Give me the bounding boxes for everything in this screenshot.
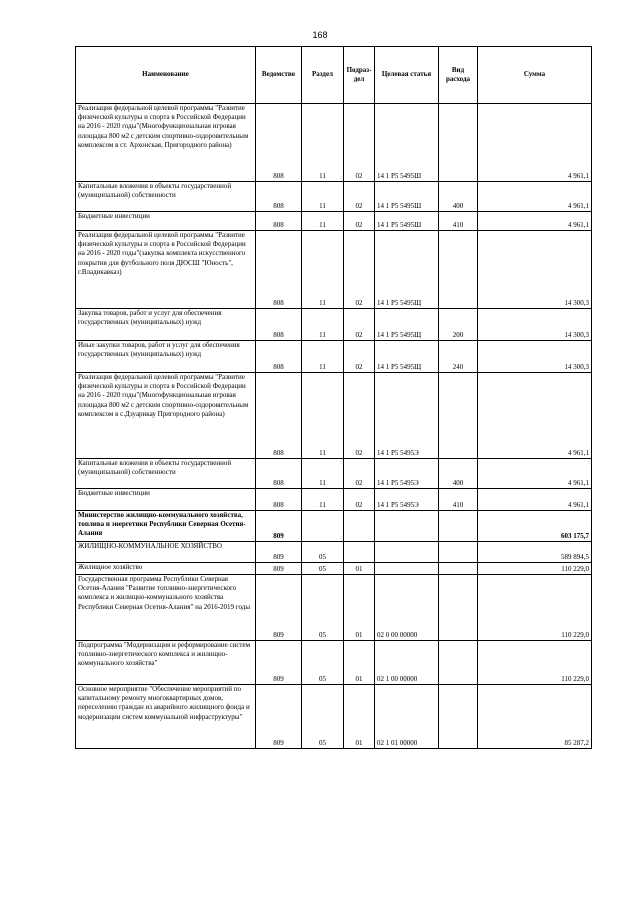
cell-name: Государственная программа Республики Северная Осетия-Алания "Развитие топливно-энергетического комплекса и жилищно-коммунального хозяйства Республики Северная Осетия-Алания" на 2016-2019 годы — [76, 575, 256, 641]
cell-target — [375, 511, 439, 542]
col-header-target: Целевая статья — [375, 47, 439, 104]
cell-amount: 85 287,2 — [478, 685, 592, 749]
table-row — [76, 341, 592, 373]
cell-amount: 4 961,1 — [478, 212, 592, 231]
cell-name: Реализация федеральной целевой программы "Развитие физической культуры и спорта в Российской Федерации на 2016 - 2020 годы"(Многофункциональная игровая площадка 800 м2 с детским спортивно-оздоровительным комплексом в с.Дзуарикау Пригородного района) — [76, 373, 256, 459]
table-row — [76, 685, 592, 749]
cell-target: 14 1 Р5 5495Ш — [375, 104, 439, 182]
cell-name: Министерство жилищно-коммунального хозяйства, топлива и энергетики Республики Северная Осетия-Алания — [76, 511, 256, 542]
cell-target: 14 1 Р5 5495Э — [375, 373, 439, 459]
cell-section: 05 — [302, 641, 344, 685]
cell-target: 14 1 Р5 5495Э — [375, 489, 439, 511]
cell-amount: 110 229,0 — [478, 575, 592, 641]
budget-table — [75, 46, 592, 749]
cell-amount: 14 300,3 — [478, 341, 592, 373]
cell-target: 14 1 Р5 5495Ш — [375, 212, 439, 231]
cell-dept: 809 — [256, 685, 302, 749]
cell-exp-type: 410 — [439, 489, 478, 511]
cell-subsection: 02 — [344, 489, 375, 511]
cell-subsection: 01 — [344, 563, 375, 575]
cell-section — [302, 511, 344, 542]
cell-target — [375, 542, 439, 563]
cell-subsection: 01 — [344, 685, 375, 749]
cell-name: Реализация федеральной целевой программы "Развитие физической культуры и спорта в Российской Федерации на 2016 - 2020 годы"(закупка комплекта искусственного покрытия для футбольного поля ДЮСШ "Юность", г.Владикавказ) — [76, 231, 256, 309]
table-row — [76, 511, 592, 542]
cell-dept: 809 — [256, 641, 302, 685]
cell-name: Подпрограмма "Модернизация и реформирование систем топливно-энергетического комплекса и жилищно-коммунального хозяйства" — [76, 641, 256, 685]
cell-subsection: 02 — [344, 212, 375, 231]
cell-exp-type — [439, 511, 478, 542]
cell-section: 11 — [302, 182, 344, 212]
cell-exp-type: 400 — [439, 182, 478, 212]
cell-target: 14 1 Р5 5495Щ — [375, 309, 439, 341]
cell-dept: 808 — [256, 341, 302, 373]
cell-name: Иные закупки товаров, работ и услуг для обеспечения государственных (муниципальных) нужд — [76, 341, 256, 373]
cell-target: 14 1 Р5 5495Ш — [375, 182, 439, 212]
col-header-amount: Сумма — [478, 47, 592, 104]
cell-target: 02 0 00 00000 — [375, 575, 439, 641]
cell-exp-type — [439, 231, 478, 309]
cell-amount: 4 961,1 — [478, 489, 592, 511]
table-row — [76, 563, 592, 575]
cell-target: 14 1 Р5 5495Щ — [375, 341, 439, 373]
table-row — [76, 212, 592, 231]
cell-target: 02 1 00 00000 — [375, 641, 439, 685]
cell-exp-type: 410 — [439, 212, 478, 231]
cell-subsection: 02 — [344, 373, 375, 459]
cell-exp-type — [439, 563, 478, 575]
cell-exp-type — [439, 104, 478, 182]
cell-exp-type: 240 — [439, 341, 478, 373]
table-body — [76, 104, 592, 749]
col-header-section: Раздел — [302, 47, 344, 104]
cell-dept: 809 — [256, 575, 302, 641]
col-header-name: Наименование — [76, 47, 256, 104]
col-header-exp-type: Вид расхода — [439, 47, 478, 104]
cell-name: Бюджетные инвестиции — [76, 212, 256, 231]
cell-amount: 110 229,0 — [478, 641, 592, 685]
cell-exp-type — [439, 575, 478, 641]
cell-section: 11 — [302, 104, 344, 182]
cell-dept: 808 — [256, 489, 302, 511]
cell-dept: 808 — [256, 212, 302, 231]
cell-amount: 14 300,3 — [478, 309, 592, 341]
cell-exp-type — [439, 373, 478, 459]
cell-section: 11 — [302, 231, 344, 309]
cell-amount: 110 229,0 — [478, 563, 592, 575]
table-row — [76, 309, 592, 341]
cell-amount: 603 175,7 — [478, 511, 592, 542]
cell-name: Закупка товаров, работ и услуг для обеспечения государственных (муниципальных) нужд — [76, 309, 256, 341]
cell-exp-type — [439, 542, 478, 563]
cell-section: 05 — [302, 685, 344, 749]
cell-section: 11 — [302, 341, 344, 373]
table-row — [76, 641, 592, 685]
table-row — [76, 575, 592, 641]
cell-subsection — [344, 542, 375, 563]
table-row — [76, 373, 592, 459]
cell-subsection: 01 — [344, 575, 375, 641]
cell-subsection: 01 — [344, 641, 375, 685]
cell-name: Капитальные вложения в объекты государственной (муниципальной) собственности — [76, 459, 256, 489]
cell-dept: 808 — [256, 309, 302, 341]
page-number: 168 — [312, 30, 328, 40]
cell-dept: 809 — [256, 563, 302, 575]
cell-section: 05 — [302, 563, 344, 575]
cell-section: 11 — [302, 373, 344, 459]
cell-amount: 4 961,1 — [478, 459, 592, 489]
table-row — [76, 489, 592, 511]
cell-subsection — [344, 511, 375, 542]
cell-subsection: 02 — [344, 231, 375, 309]
cell-exp-type — [439, 641, 478, 685]
table-row — [76, 459, 592, 489]
cell-dept: 808 — [256, 459, 302, 489]
cell-section: 11 — [302, 309, 344, 341]
cell-dept: 809 — [256, 511, 302, 542]
cell-exp-type: 200 — [439, 309, 478, 341]
table-row — [76, 182, 592, 212]
cell-amount: 4 961,1 — [478, 104, 592, 182]
cell-target: 14 1 Р5 5495Щ — [375, 231, 439, 309]
cell-amount: 14 300,3 — [478, 231, 592, 309]
cell-dept: 808 — [256, 182, 302, 212]
cell-target — [375, 563, 439, 575]
table-header-row — [76, 47, 592, 104]
cell-section: 11 — [302, 489, 344, 511]
cell-name: Жилищное хозяйство — [76, 563, 256, 575]
cell-subsection: 02 — [344, 341, 375, 373]
cell-name: Капитальные вложения в объекты государственной (муниципальной) собственности — [76, 182, 256, 212]
cell-section: 11 — [302, 459, 344, 489]
cell-exp-type — [439, 685, 478, 749]
table-row — [76, 104, 592, 182]
table-row — [76, 231, 592, 309]
table-row — [76, 542, 592, 563]
cell-subsection: 02 — [344, 104, 375, 182]
cell-amount: 4 961,1 — [478, 373, 592, 459]
cell-subsection: 02 — [344, 182, 375, 212]
cell-dept: 808 — [256, 231, 302, 309]
cell-exp-type: 400 — [439, 459, 478, 489]
cell-section: 05 — [302, 575, 344, 641]
cell-name: ЖИЛИЩНО-КОММУНАЛЬНОЕ ХОЗЯЙСТВО — [76, 542, 256, 563]
cell-dept: 808 — [256, 373, 302, 459]
cell-section: 05 — [302, 542, 344, 563]
cell-amount: 589 894,5 — [478, 542, 592, 563]
cell-name: Реализация федеральной целевой программы "Развитие физической культуры и спорта в Российской Федерации на 2016 - 2020 годы"(Многофункциональная игровая площадка 800 м2 с детским спортивно-оздоровительным комплексом в ст. Архонская, Пригородного района) — [76, 104, 256, 182]
col-header-dept: Ведомство — [256, 47, 302, 104]
cell-name: Бюджетные инвестиции — [76, 489, 256, 511]
cell-target: 14 1 Р5 5495Э — [375, 459, 439, 489]
cell-dept: 809 — [256, 542, 302, 563]
cell-subsection: 02 — [344, 459, 375, 489]
col-header-subsection: Подраз- дел — [344, 47, 375, 104]
cell-amount: 4 961,1 — [478, 182, 592, 212]
cell-dept: 808 — [256, 104, 302, 182]
cell-section: 11 — [302, 212, 344, 231]
cell-target: 02 1 01 00000 — [375, 685, 439, 749]
cell-name: Основное мероприятие "Обеспечение мероприятий по капитальному ремонту многоквартирных домов, переселению граждан из аварийного жилищного фонда и модернизации систем коммунальной инфраструктуры" — [76, 685, 256, 749]
cell-subsection: 02 — [344, 309, 375, 341]
